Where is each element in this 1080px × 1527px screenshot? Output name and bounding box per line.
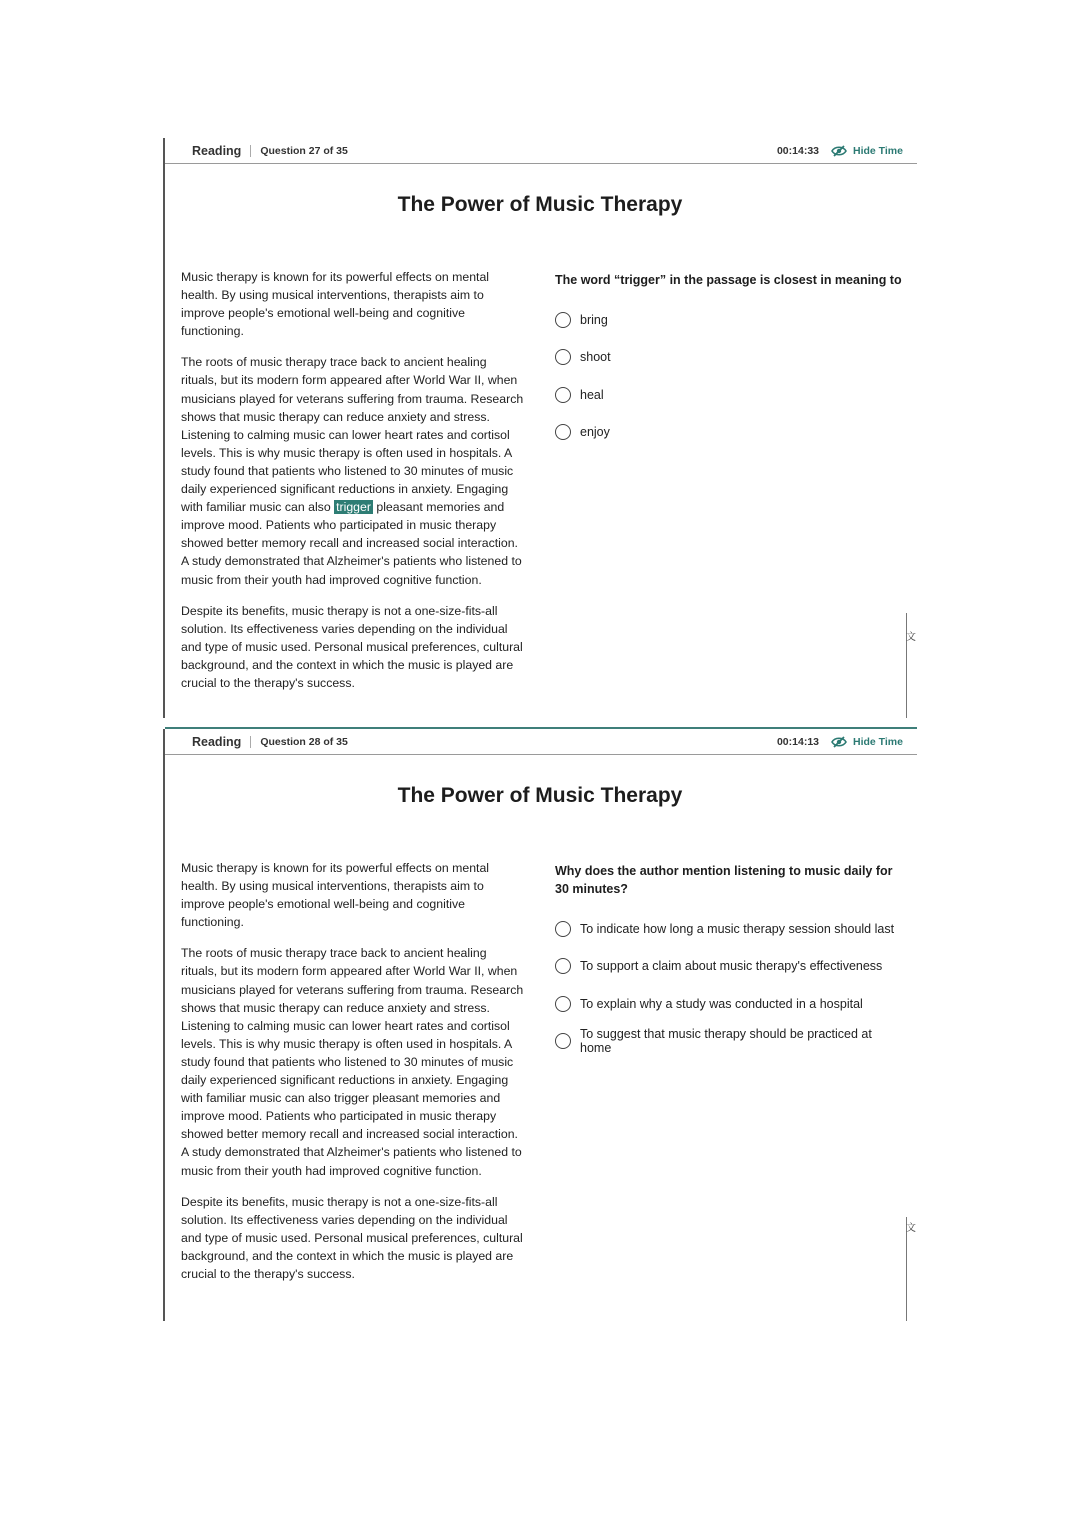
passage-title: The Power of Music Therapy [397,193,683,216]
screen-question-27 [163,138,917,718]
eye-slash-icon [831,736,847,748]
top-accent-line [165,727,917,729]
question-panel [555,271,905,451]
hide-time-label: Hide Time [853,144,903,157]
radio-button[interactable] [555,921,571,937]
option-label: bring [580,312,608,327]
header-divider [250,736,251,748]
translate-icon[interactable]: 文 [906,631,916,643]
passage-paragraph-2: The roots of music therapy trace back to ancient healing rituals, but its modern form appeared after World War II, when musicians played for veterans suffering from trauma. Research shows that music therapy can reduce anxiety and stress. Listening to calming music can lower heart rates and cortisol levels. This is why music therapy is often used in hospitals. A study found that patients who listened to 30 minutes of music daily experienced significant reductions in anxiety. Engaging with familiar music can also trigger pleasant memories and improve mood. Patients who participated in music therapy showed better memory recall and increased social interaction. A study demonstrated that Alzheimer's patients who listened to music from their youth had improved cognitive function. [181,946,524,1178]
passage-text-before-highlight: The roots of music therapy trace back to ancient healing rituals, but its modern form appeared after World War II, when musicians played for veterans suffering from trauma. Research shows that music therapy can reduce anxiety and stress. Listening to calming music can lower heart rates and cortisol levels. This is why music therapy is often used in hospitals. A study found that patients who listened to 30 minutes of music daily experienced significant reductions in anxiety. Engaging with familiar music can also [181,355,524,515]
passage-paragraph-1: Music therapy is known for its powerful effects on mental health. By using musical interventions, therapists aim to improve people's emotional well-being and cognitive functioning. [181,861,490,930]
answer-option[interactable] [555,985,905,1023]
radio-button[interactable] [555,349,571,365]
radio-button[interactable] [555,387,571,403]
passage-paragraph-2 [181,353,526,588]
radio-button[interactable] [555,1033,571,1049]
radio-button[interactable] [555,424,571,440]
hide-time-button[interactable] [831,736,903,748]
passage-text [181,859,526,1296]
option-label: To support a claim about music therapy's effectiveness [580,959,883,974]
section-name: Reading [192,143,242,158]
option-label: shoot [580,350,611,365]
passage-paragraph-1: Music therapy is known for its powerful effects on mental health. By using musical interventions, therapists aim to improve people's emotional well-being and cognitive functioning. [181,270,490,339]
hide-time-button[interactable] [831,145,903,157]
answer-options [555,910,905,1060]
timer: 00:14:33 [776,144,819,157]
screen-question-28 [163,729,917,1321]
translate-icon[interactable]: 文 [906,1222,916,1234]
passage-text-after-highlight: pleasant memories and improve mood. Patients who participated in music therapy showed better memory recall and increased social interaction. A study demonstrated that Alzheimer's patients who listened to music from their youth had improved cognitive function. [181,500,522,587]
question-panel [555,862,905,1060]
answer-option[interactable] [555,910,905,948]
highlighted-word: trigger [336,500,371,515]
hide-time-label: Hide Time [853,735,903,748]
radio-button[interactable] [555,996,571,1012]
timer: 00:14:13 [776,735,819,748]
answer-option[interactable] [555,948,905,986]
option-label: To indicate how long a music therapy session should last [580,921,895,936]
radio-button[interactable] [555,958,571,974]
section-name: Reading [192,734,242,749]
question-counter: Question 27 of 35 [260,144,348,157]
passage-paragraph-3: Despite its benefits, music therapy is not a one-size-fits-all solution. Its effectiveness varies depending on the individual and type of music used. Personal musical preferences, cultural background, and the context in which the music is played are crucial to the therapy's success. [181,603,523,690]
option-label: heal [580,387,604,402]
answer-option[interactable] [555,1023,905,1061]
answer-options [555,301,905,451]
question-stem: The word “trigger” in the passage is closest in meaning to [555,273,902,287]
top-bar [165,138,917,164]
left-border [163,729,165,1321]
option-label: To suggest that music therapy should be practiced at home [580,1027,872,1056]
answer-option[interactable] [555,301,905,339]
answer-option[interactable] [555,339,905,377]
header-divider [250,145,251,157]
left-border [163,138,165,718]
answer-option[interactable] [555,376,905,414]
option-label: To explain why a study was conducted in a hospital [580,996,863,1011]
passage-title: The Power of Music Therapy [397,784,683,807]
answer-option[interactable] [555,414,905,452]
passage-text [181,268,526,705]
question-stem: Why does the author mention listening to music daily for 30 minutes? [555,864,893,896]
eye-slash-icon [831,145,847,157]
radio-button[interactable] [555,312,571,328]
option-label: enjoy [580,425,610,440]
question-counter: Question 28 of 35 [260,735,348,748]
passage-paragraph-3: Despite its benefits, music therapy is not a one-size-fits-all solution. Its effectiveness varies depending on the individual and type of music used. Personal musical preferences, cultural background, and the context in which the music is played are crucial to the therapy's success. [181,1194,523,1281]
top-bar [165,729,917,755]
